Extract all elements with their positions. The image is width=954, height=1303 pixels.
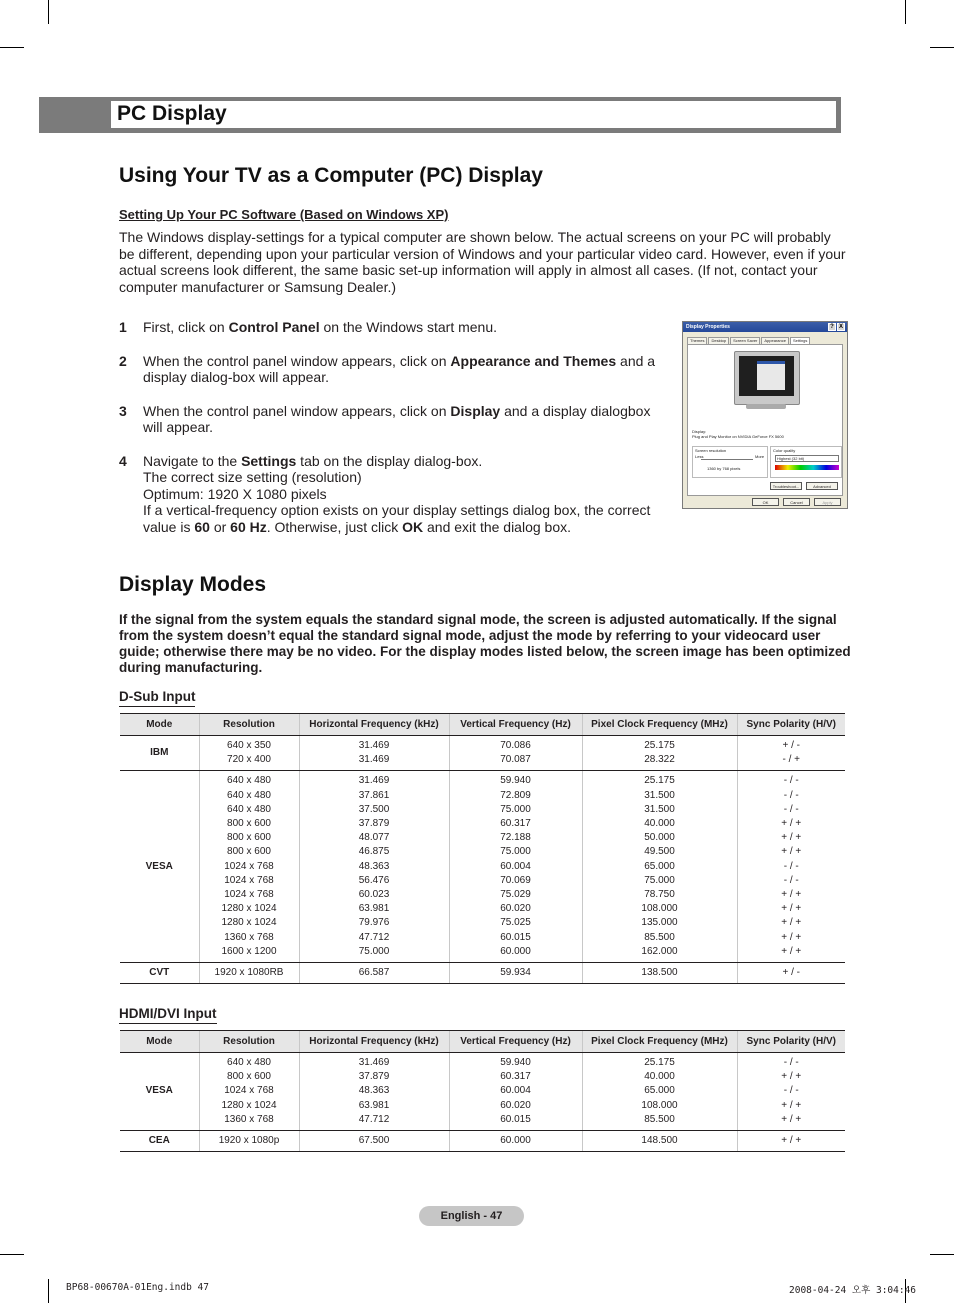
table-cell-res: 1920 x 1080p <box>199 1131 299 1152</box>
display-modes-intro: If the signal from the system equals the standard signal mode, the screen is adjusted automatically. If the signal from the system doesn’t equal the standard signal mode, adjust the mode by referring to your videocard user guide; otherwise there may be no video. For the display modes listed below, the screen image has been optimized during manufacturing. <box>119 612 851 675</box>
display-modes-heading: Display Modes <box>119 573 267 596</box>
dialog-tabs <box>687 337 811 344</box>
table-header-row <box>120 714 845 736</box>
table-cell-pc: 138.500 <box>582 963 737 984</box>
subheading: Setting Up Your PC Software (Based on Windows XP) <box>119 207 449 222</box>
table-cell-res: 1920 x 1080RB <box>199 963 299 984</box>
column-header: Sync Polarity (H/V) <box>737 1031 845 1053</box>
table-cell-res: 640 x 350 720 x 400 <box>199 736 299 771</box>
step-text-line: If a vertical-frequency option exists on your display settings dialog box, the correct value is 60 or 60 Hz. Otherwise, just click OK and exit the dialog box. <box>143 502 651 535</box>
step-text-line: The correct size setting (resolution) <box>143 469 362 485</box>
step-number: 2 <box>119 352 127 369</box>
ok-button[interactable]: OK <box>752 498 779 506</box>
display-label: Display: <box>692 429 707 434</box>
crop-mark <box>48 0 49 24</box>
step-1 <box>119 319 664 336</box>
table-row <box>120 1053 845 1131</box>
section-header-box <box>111 101 836 128</box>
step-text: Navigate to the Settings tab on the display dialog-box. <box>143 452 483 469</box>
table-cell-vf: 59.940 60.317 60.004 60.020 60.015 <box>449 1053 582 1131</box>
table-cell-hf: 66.587 <box>299 963 449 984</box>
less-label: Less <box>695 454 704 459</box>
column-header: Resolution <box>199 714 299 736</box>
close-icon[interactable]: X <box>838 324 843 330</box>
table-cell-sp: + / - - / + <box>737 736 845 771</box>
main-heading: Using Your TV as a Computer (PC) Display <box>119 164 543 187</box>
tab-themes[interactable]: Themes <box>687 337 707 344</box>
advanced-button[interactable]: Advanced <box>806 482 838 490</box>
display-properties-dialog <box>682 321 848 509</box>
column-header: Pixel Clock Frequency (MHz) <box>582 1031 737 1053</box>
table-cell-mode: IBM <box>120 736 199 771</box>
table-cell-pc: 25.175 28.322 <box>582 736 737 771</box>
step-text: First, click on Control Panel on the Windows start menu. <box>143 319 498 335</box>
column-header: Vertical Frequency (Hz) <box>449 1031 582 1053</box>
footer-file-info: BP68-00670A-01Eng.indb 47 <box>66 1282 209 1293</box>
hdmi-input-label: HDMI/DVI Input <box>119 1006 217 1024</box>
resolution-label: Screen resolution <box>695 448 727 453</box>
color-quality-select[interactable]: Highest (32 bit) <box>775 455 839 462</box>
table-cell-res: 640 x 480 640 x 480 640 x 480 800 x 600 800 x 600 800 x 600 1024 x 768 1024 x 768 1024 x 768 1280 x 1024 1280 x 1024 1360 x 768 1600 x 1200 <box>199 771 299 963</box>
window-icon <box>757 361 785 390</box>
table-cell-hf: 31.469 31.469 <box>299 736 449 771</box>
table-cell-vf: 60.000 <box>449 1131 582 1152</box>
table-cell-res: 640 x 480 800 x 600 1024 x 768 1280 x 1024 1360 x 768 <box>199 1053 299 1131</box>
step-text-line: Optimum: 1920 X 1080 pixels <box>143 485 327 502</box>
column-header: Horizontal Frequency (kHz) <box>299 1031 449 1053</box>
table-cell-vf: 70.086 70.087 <box>449 736 582 771</box>
step-number: 4 <box>119 452 127 469</box>
dsub-input-label: D-Sub Input <box>119 689 195 707</box>
monitor-screen <box>739 356 794 396</box>
steps-list <box>119 319 664 552</box>
table-row <box>120 736 845 771</box>
resolution-value: 1360 by 768 pixels <box>707 466 741 471</box>
color-quality-label: Color quality <box>773 448 796 453</box>
resolution-group <box>692 446 768 478</box>
table-cell-mode: CEA <box>120 1131 199 1152</box>
step-text: When the control panel window appears, click on Display and a display dialogbox will appear. <box>143 402 651 435</box>
step-number: 3 <box>119 402 127 419</box>
column-header: Mode <box>120 714 199 736</box>
crop-mark <box>48 1279 49 1303</box>
color-quality-group <box>770 446 842 478</box>
hdmi-table <box>120 1030 845 1152</box>
step-2 <box>119 353 664 386</box>
table-cell-vf: 59.940 72.809 75.000 60.317 72.188 75.000 60.004 70.069 75.029 60.020 75.025 60.015 60.000 <box>449 771 582 963</box>
crop-mark <box>0 47 24 48</box>
tab-settings[interactable]: Settings <box>790 337 810 344</box>
column-header: Sync Polarity (H/V) <box>737 714 845 736</box>
tab-desktop[interactable]: Desktop <box>708 337 729 344</box>
tab-screen-saver[interactable]: Screen Saver <box>730 337 760 344</box>
cancel-button[interactable]: Cancel <box>783 498 810 506</box>
dialog-titlebar <box>683 322 847 332</box>
table-cell-sp: - / - - / - - / - + / + + / + + / + - / - - / - + / + + / + + / + + / + + / + <box>737 771 845 963</box>
table-cell-mode: VESA <box>120 771 199 963</box>
table-cell-mode: VESA <box>120 1053 199 1131</box>
crop-mark <box>905 0 906 24</box>
table-header-row <box>120 1031 845 1053</box>
table-cell-sp: - / - + / + - / - + / + + / + <box>737 1053 845 1131</box>
table-cell-pc: 148.500 <box>582 1131 737 1152</box>
monitor-stand <box>746 404 786 409</box>
section-header-bar <box>39 97 841 133</box>
section-title: PC Display <box>117 102 227 125</box>
table-cell-hf: 31.469 37.861 37.500 37.879 48.077 46.875 48.363 56.476 60.023 63.981 79.976 47.712 75.000 <box>299 771 449 963</box>
resolution-slider[interactable] <box>701 459 753 460</box>
table-cell-hf: 31.469 37.879 48.363 63.981 47.712 <box>299 1053 449 1131</box>
table-cell-mode: CVT <box>120 963 199 984</box>
footer-timestamp: 2008-04-24 오후 3:04:46 <box>789 1285 917 1296</box>
tab-appearance[interactable]: Appearance <box>761 337 789 344</box>
more-label: More <box>755 454 765 459</box>
table-row <box>120 963 845 984</box>
table-row <box>120 1131 845 1152</box>
help-icon[interactable]: ? <box>828 323 836 331</box>
step-3 <box>119 403 664 436</box>
table-cell-pc: 25.175 40.000 65.000 108.000 85.500 <box>582 1053 737 1131</box>
crop-mark <box>930 1254 954 1255</box>
dialog-title: Display Properties <box>686 324 730 330</box>
table-cell-hf: 67.500 <box>299 1131 449 1152</box>
step-number: 1 <box>119 319 127 335</box>
column-header: Pixel Clock Frequency (MHz) <box>582 714 737 736</box>
color-bar <box>775 465 839 470</box>
step-text: When the control panel window appears, click on Appearance and Themes and a display dialog-box will appear. <box>143 352 656 385</box>
step-4 <box>119 453 664 536</box>
intro-paragraph: The Windows display-settings for a typical computer are shown below. The actual screens on your PC will probably be different, depending upon your particular version of Windows and your particular video card. However, even if your actual screens look different, the same basic set-up information will apply in almost all cases. (If not, contact your computer manufacturer or Samsung Dealer.) <box>119 229 846 295</box>
monitor-icon <box>734 351 800 405</box>
column-header: Mode <box>120 1031 199 1053</box>
troubleshoot-button[interactable]: Troubleshoot... <box>770 482 802 490</box>
table-cell-vf: 59.934 <box>449 963 582 984</box>
table-row <box>120 771 845 963</box>
display-value: Plug and Play Monitor on NVIDIA GeForce FX 5600 <box>692 434 784 439</box>
apply-button[interactable]: Apply <box>814 498 841 506</box>
settings-panel <box>687 344 843 496</box>
crop-mark <box>930 47 954 48</box>
column-header: Vertical Frequency (Hz) <box>449 714 582 736</box>
crop-mark <box>0 1254 24 1255</box>
column-header: Resolution <box>199 1031 299 1053</box>
column-header: Horizontal Frequency (kHz) <box>299 714 449 736</box>
table-cell-sp: + / + <box>737 1131 845 1152</box>
page-number: English - 47 <box>419 1206 524 1226</box>
dsub-table <box>120 713 845 984</box>
table-cell-sp: + / - <box>737 963 845 984</box>
table-cell-pc: 25.175 31.500 31.500 40.000 50.000 49.500 65.000 75.000 78.750 108.000 135.000 85.500 162.000 <box>582 771 737 963</box>
